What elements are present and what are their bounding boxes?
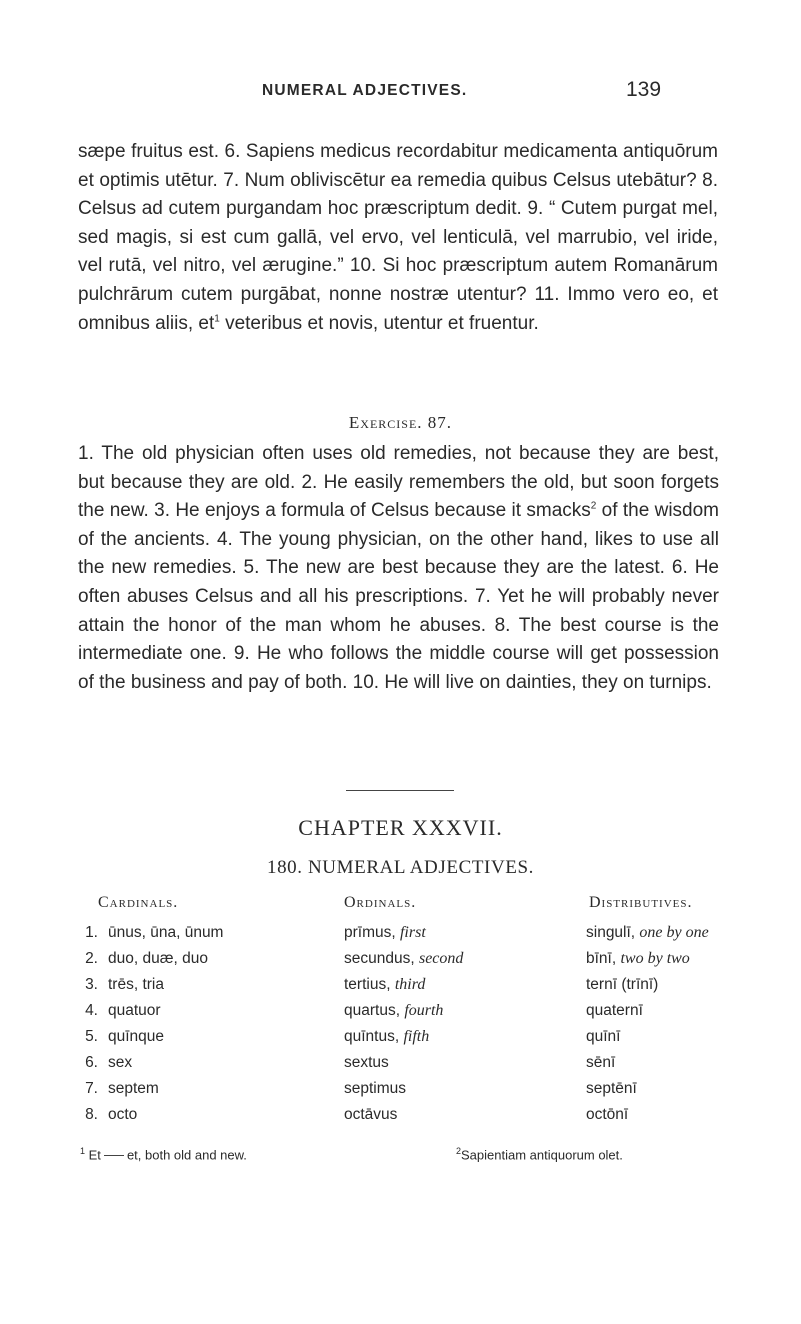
- ordinal-cell: sextus: [344, 1054, 389, 1071]
- row-number: 6.: [85, 1054, 98, 1071]
- cardinal-cell: quīnque: [108, 1028, 165, 1045]
- cardinal-cell: sex: [108, 1054, 133, 1071]
- ordinal-word: quartus,: [344, 1002, 405, 1019]
- ordinal-cell: [344, 1002, 443, 1020]
- english-text-part1: 1. The old physician often uses old remedies, not because they are best, but because they are old. 2. He easily remembers the old, but soon forgets the new. 3. He enjoys a formula of Celsus because it smacks: [78, 443, 719, 522]
- distributive-cell: ternī (trīnī): [586, 976, 659, 993]
- row-number: 1.: [85, 924, 98, 941]
- footnote-ref-2[interactable]: 2: [590, 500, 597, 512]
- ordinal-cell: [344, 976, 425, 994]
- section-divider: [346, 790, 454, 791]
- cardinal-cell: octo: [108, 1106, 138, 1123]
- page-number: 139: [626, 78, 662, 101]
- column-header-cardinals: Cardinals.: [98, 894, 179, 911]
- distributive-cell: septēnī: [586, 1080, 637, 1097]
- table-row: [78, 1106, 738, 1132]
- ordinal-word: secundus,: [344, 950, 419, 967]
- distributive-word: bīnī,: [586, 950, 621, 967]
- english-text-part2: of the wisdom of the ancients. 4. The young physician, on the other hand, likes to use all the new remedies. 5. The new are best because they are the latest. 6. He often abuses Celsus and all his prescriptions. 7. Yet he will probably never attain the honor of the man whom he abuses. 8. The best course is the intermediate one. 9. He who follows the middle course will get possession of the business and pay of both. 10. He will live on dainties, they on turnips.: [78, 500, 719, 693]
- row-number: 5.: [85, 1028, 98, 1045]
- table-row: [78, 1028, 738, 1054]
- distributive-word: singulī,: [586, 924, 640, 941]
- footnote-2-text: Sapientiam antiquorum olet.: [461, 1147, 623, 1163]
- running-header: [0, 78, 801, 108]
- footnote-ref-1[interactable]: 1: [214, 313, 220, 325]
- footnote-2-mark: 2: [456, 1146, 462, 1156]
- table-row: [78, 1002, 738, 1028]
- row-number: 7.: [85, 1080, 98, 1097]
- column-header-ordinals: Ordinals.: [344, 894, 417, 911]
- table-row: [78, 976, 738, 1002]
- ordinal-word: tertius,: [344, 976, 395, 993]
- ordinal-gloss: fifth: [403, 1028, 430, 1045]
- ordinal-word: quīntus,: [344, 1028, 404, 1045]
- cardinal-cell: trēs, tria: [108, 976, 164, 993]
- cardinal-cell: quatuor: [108, 1002, 161, 1019]
- ordinal-cell: [344, 950, 463, 968]
- distributive-cell: [586, 950, 690, 968]
- ordinal-gloss: fourth: [404, 1002, 444, 1019]
- distributive-cell: quīnī: [586, 1028, 621, 1045]
- chapter-title: CHAPTER XXXVII.: [298, 815, 503, 840]
- distributive-cell: quaternī: [586, 1002, 643, 1019]
- ordinal-cell: [344, 924, 426, 942]
- latin-text-part1: sæpe fruitus est. 6. Sapiens medicus recordabitur medicamenta antiquōrum et optimis utētur. 7. Num obliviscētur ea remedia quibus Celsus utebātur? 8. Celsus ad cutem purgandam hoc præscriptum dedit. 9. “ Cutem purgat mel, sed magis, si est cum gallā, vel ervo, vel lenticulā, vel marrubio, vel iride, vel rutā, vel nitro, vel ærugine.” 10. Si hoc præscriptum autem Romanārum pulchrārum cutem purgābat, nonne nostræ utentur? 11. Immo vero eo, et omnibus aliis, et: [78, 141, 718, 334]
- footnote-1: [80, 1146, 247, 1162]
- latin-exercise-paragraph: [78, 138, 718, 338]
- section-title: 180. NUMERAL ADJECTIVES.: [266, 857, 535, 878]
- cardinal-cell: duo, duæ, duo: [108, 950, 208, 967]
- distributive-gloss: one by one: [639, 924, 709, 941]
- running-title: NUMERAL ADJECTIVES.: [262, 82, 468, 99]
- row-number: 4.: [85, 1002, 98, 1019]
- footnote-1-text: et, both old and new.: [126, 1147, 247, 1163]
- latin-text-part2: veteribus et novis, utentur et fruentur.: [219, 312, 539, 334]
- ordinal-cell: [344, 1028, 429, 1046]
- distributive-cell: [586, 924, 709, 942]
- footnote-dash: [104, 1155, 124, 1156]
- footnote-2: [456, 1146, 623, 1162]
- ordinal-word: prīmus,: [344, 924, 400, 941]
- ordinal-gloss: third: [394, 976, 426, 993]
- row-number: 3.: [85, 976, 98, 993]
- ordinal-gloss: second: [418, 950, 464, 967]
- numeral-table: [78, 924, 738, 1132]
- exercise-heading: Exercise. 87.: [348, 413, 453, 432]
- table-row: [78, 950, 738, 976]
- distributive-cell: octōnī: [586, 1106, 629, 1123]
- row-number: 2.: [85, 950, 98, 967]
- distributive-gloss: two by two: [620, 950, 690, 967]
- cardinal-cell: septem: [108, 1080, 159, 1097]
- table-row: [78, 1080, 738, 1106]
- table-row: [78, 924, 738, 950]
- row-number: 8.: [85, 1106, 98, 1123]
- distributive-cell: sēnī: [586, 1054, 616, 1071]
- english-exercise-paragraph: [78, 440, 719, 697]
- cardinal-cell: ūnus, ūna, ūnum: [108, 924, 224, 941]
- footnote-1-mark: 1: [80, 1146, 86, 1156]
- ordinal-gloss: first: [399, 924, 426, 941]
- column-header-distributives: Distributives.: [589, 894, 693, 911]
- ordinal-cell: octāvus: [344, 1106, 398, 1123]
- table-row: [78, 1054, 738, 1080]
- ordinal-cell: septimus: [344, 1080, 407, 1097]
- footnote-1-term: Et: [88, 1147, 101, 1163]
